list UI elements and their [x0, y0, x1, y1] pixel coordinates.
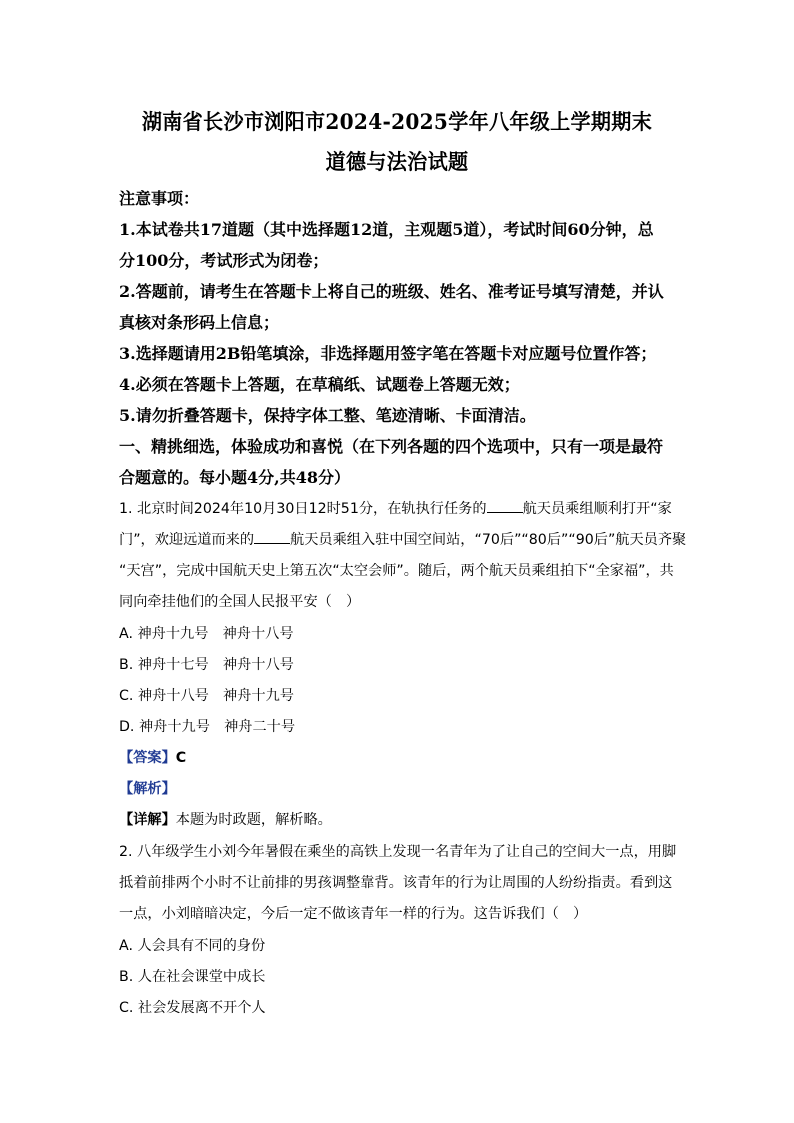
option-d: D. 神舟十九号 神舟二十号 — [119, 719, 296, 735]
answer-value: C — [175, 750, 187, 766]
detail-tag: 【详解】 — [119, 812, 176, 828]
question-1-text: 航天员乘组入驻中国空间站，“70后”“80后”“90后”航天员齐聚 — [290, 532, 687, 548]
analysis-row — [119, 778, 176, 798]
question-1-text: 门”，欢迎远道而来的 — [119, 532, 255, 548]
section-heading-line-2: 合题意的。每小题4分,共48分） — [119, 468, 350, 487]
question-2-line-3: 一点，小刘暗暗决定，今后一定不做该青年一样的行为。这告诉我们（ ） — [119, 906, 588, 922]
notice-item: 1.本试卷共17道题（其中选择题12道，主观题5道），考试时间60分钟，总 — [119, 220, 654, 239]
notice-heading: 注意事项： — [119, 189, 200, 208]
option-b: B. 神舟十七号 神舟十八号 — [119, 657, 294, 673]
question-2-line-1: 2. 八年级学生小刘今年暑假在乘坐的高铁上发现一名青年为了让自己的空间大一点，用脚 — [119, 844, 677, 860]
answer-tag: 【答案】 — [119, 750, 176, 766]
detail-text: 本题为时政题，解析略。 — [175, 812, 332, 828]
answer-row — [119, 747, 186, 767]
notice-item: 分100分，考试形式为闭卷； — [119, 251, 329, 270]
analysis-tag: 【解析】 — [119, 781, 176, 797]
section-heading-line-1: 一、精挑细选，体验成功和喜悦（在下列各题的四个选项中，只有一项是最符 — [119, 437, 664, 456]
page-title-line-2: 道德与法治试题 — [325, 149, 469, 174]
question-2-line-2: 抵着前排两个小时不让前排的男孩调整靠背。该青年的行为让周围的人纷纷指责。看到这 — [119, 875, 673, 891]
notice-item: 2.答题前，请考生在答题卡上将自己的班级、姓名、准考证号填写清楚，并认 — [119, 282, 664, 301]
option-c: C. 社会发展离不开个人 — [119, 1000, 266, 1016]
option-a: A. 神舟十九号 神舟十八号 — [119, 626, 294, 642]
notice-item: 4.必须在答题卡上答题，在草稿纸、试题卷上答题无效； — [119, 375, 520, 394]
detail-row — [119, 809, 332, 829]
question-1-line-1 — [119, 498, 672, 518]
notice-item: 3.选择题请用2B铅笔填涂，非选择题用签字笔在答题卡对应题号位置作答； — [119, 344, 657, 363]
option-b: B. 人在社会课堂中成长 — [119, 969, 266, 985]
option-c: C. 神舟十八号 神舟十九号 — [119, 688, 294, 704]
answer-blank — [254, 529, 290, 544]
notice-item: 真核对条形码上信息； — [119, 313, 280, 332]
question-1-line-4: 同向牵挂他们的全国人民报平安（ ） — [119, 594, 361, 610]
question-1-line-2 — [119, 529, 686, 549]
page-title-line-1: 湖南省长沙市浏阳市2024-2025学年八年级上学期期末 — [141, 109, 653, 134]
notice-item: 5.请勿折叠答题卡，保持字体工整、笔迹清晰、卡面清洁。 — [119, 406, 536, 425]
answer-blank — [487, 498, 523, 513]
question-1-text: 航天员乘组顺利打开“家 — [522, 501, 672, 517]
option-a: A. 人会具有不同的身份 — [119, 938, 266, 954]
question-1-text: 1. 北京时间2024年10月30日12时51分，在轨执行任务的 — [119, 501, 487, 517]
question-1-line-3: “天宫”，完成中国航天史上第五次“太空会师”。随后，两个航天员乘组拍下“全家福”，共 — [119, 563, 674, 579]
